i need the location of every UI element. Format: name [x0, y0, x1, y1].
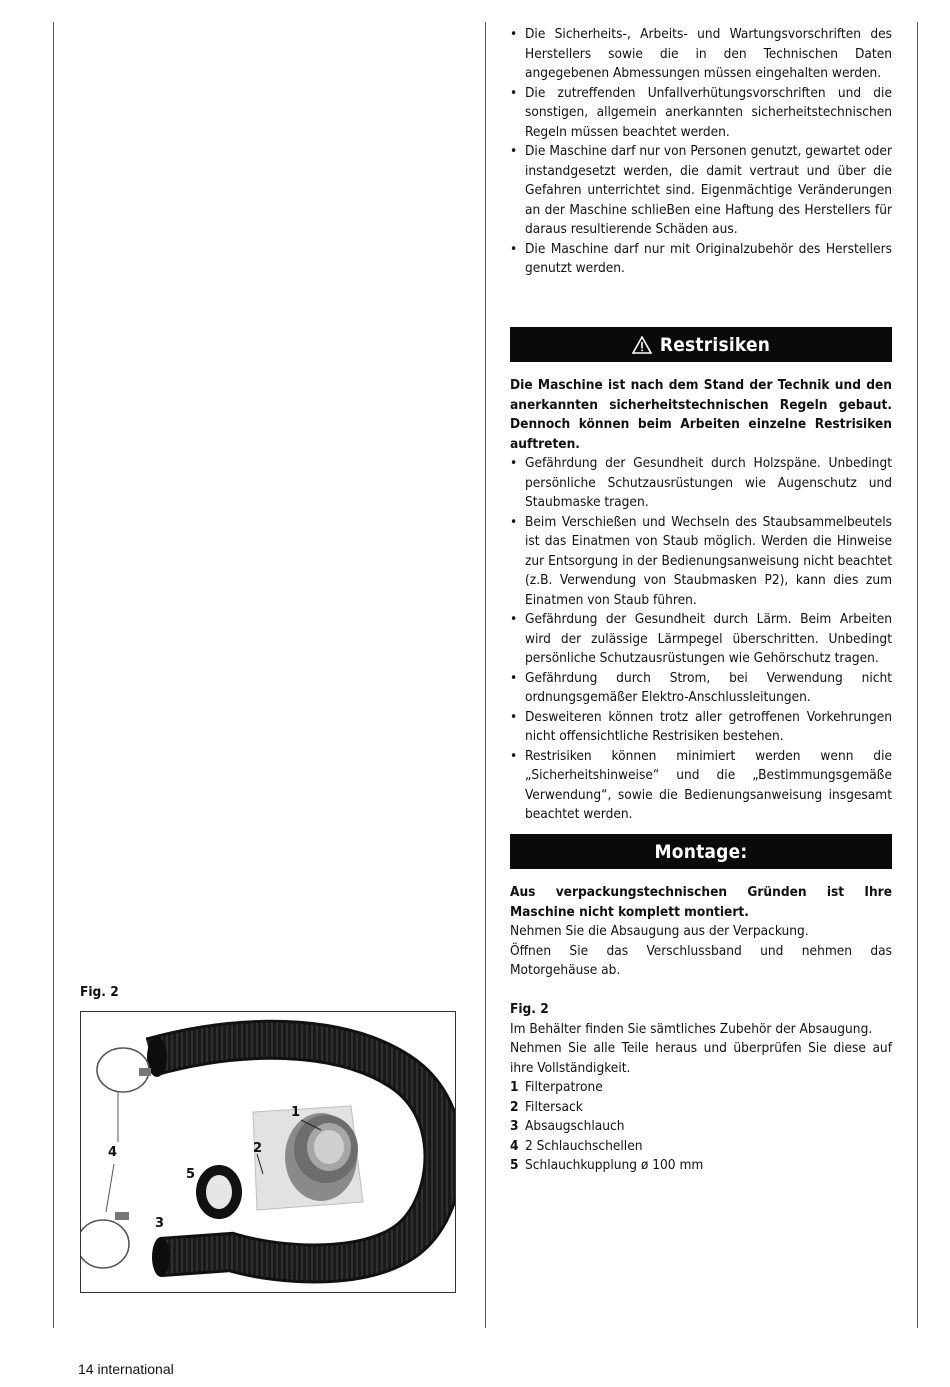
montage-heading-text: Montage:: [654, 840, 748, 863]
list-item: • Gefährdung der Gesundheit durch Lärm. Beim Arbeiten wird der zulässige Lärmpegel überschritten. Unbedingt persönliche Schutzausrüstungen wie Gehörschutz tragen.: [510, 610, 892, 669]
montage-paragraph: Nehmen Sie alle Teile heraus und überprüfen Sie diese auf ihre Vollständigkeit.: [510, 1040, 892, 1076]
montage-lead: Aus verpackungstechnischen Gründen ist Ihre Maschine nicht komplett montiert.: [510, 884, 892, 920]
callout-2: 2: [253, 1141, 263, 1156]
list-item: [510, 1078, 892, 1098]
hose-clamp-bottom: [81, 1220, 129, 1268]
warning-icon: [632, 336, 652, 354]
list-item: • Die zutreffenden Unfallverhütungsvorschriften und die sonstigen, allgemein anerkannten sicherheitstechnischen Regeln müssen beachtet werden.: [510, 84, 892, 143]
part-label: 2 Schlauchschellen: [525, 1137, 643, 1154]
column-rule-left: [53, 22, 54, 1328]
list-item: • Restrisiken können minimiert werden wenn die „Sicherheitshinweise“ und die „Bestimmungsgemäße Verwendung“, sowie die Bedienungsanweisung insgesamt beachtet werden.: [510, 747, 892, 825]
montage-fig-label: Fig. 2: [510, 1001, 549, 1017]
part-label: Filtersack: [525, 1098, 583, 1115]
list-item: • Die Maschine darf nur mit Originalzubehör des Herstellers genutzt werden.: [510, 240, 892, 279]
part-number: 5: [510, 1157, 519, 1173]
part-label: Filterpatrone: [525, 1079, 603, 1095]
list-item: • Gefährdung der Gesundheit durch Holzspäne. Unbedingt persönliche Schutzausrüstungen wie Augenschutz und Staubmaske tragen.: [510, 454, 892, 513]
safety-rules-section: [510, 25, 892, 279]
list-item: • Die Sicherheits-, Arbeits- und Wartungsvorschriften des Herstellers sowie die in den Technischen Daten angegebenen Abmessungen müssen eingehalten werden.: [510, 25, 892, 84]
parts-list: [510, 1078, 892, 1176]
restrisiken-list: [510, 454, 892, 825]
list-item: [510, 1117, 892, 1137]
part-number: 4: [510, 1137, 519, 1154]
restrisiken-section: [510, 376, 892, 825]
montage-heading: [510, 834, 892, 869]
montage-paragraph: Nehmen Sie die Absaugung aus der Verpackung.: [510, 923, 809, 939]
figure-2-photo: [80, 1011, 456, 1293]
callout-3: 3: [155, 1216, 165, 1231]
montage-paragraph: Im Behälter finden Sie sämtliches Zubehör der Absaugung.: [510, 1020, 873, 1037]
page-footer: 14 international: [78, 1361, 174, 1377]
restrisiken-lead: Die Maschine ist nach dem Stand der Technik und den anerkannten sicherheitstechnischen Regeln gebaut. Dennoch können beim Arbeiten einzelne Restrisiken auftreten.: [510, 377, 892, 452]
list-item: • Die Maschine darf nur von Personen genutzt, gewartet oder instandgesetzt werden, die damit vertraut und über die Gefahren unterrichtet sind. Eigenmächtige Veränderungen an der Maschine schlieBen eine Haftung des Herstellers für daraus resultierende Schäden aus.: [510, 142, 892, 240]
part-number: 1: [510, 1079, 519, 1095]
callout-1: 1: [291, 1105, 301, 1120]
part-label: Schlauchkupplung ø 100 mm: [525, 1157, 704, 1173]
list-item: [510, 1156, 892, 1176]
safety-rules-list: [510, 25, 892, 279]
callout-4: 4: [108, 1145, 118, 1160]
figure-label: Fig. 2: [80, 984, 119, 1000]
list-item: [510, 1098, 892, 1118]
part-number: 3: [510, 1118, 519, 1134]
part-number: 2: [510, 1098, 519, 1115]
montage-section: [510, 883, 892, 1176]
column-rule-right: [917, 22, 918, 1328]
list-item: • Beim Verschießen und Wechseln des Staubsammelbeutels ist das Einatmen von Staub möglich. Werden die Hinweise zur Entsorgung in der Bedienungsanweisung nicht beachtet (z.B. Verwendung von Staubmasken P2), kann dies zum Einatmen von Staub führen.: [510, 513, 892, 611]
accessories-illustration: [81, 1012, 456, 1293]
restrisiken-heading: [510, 327, 892, 362]
part-label: Absaugschlauch: [525, 1118, 625, 1134]
restrisiken-heading-text: Restrisiken: [659, 333, 771, 356]
column-rule-middle: [485, 22, 486, 1328]
list-item: • Desweiteren können trotz aller getroffenen Vorkehrungen nicht offensichtliche Restrisiken bestehen.: [510, 708, 892, 747]
callout-5: 5: [186, 1167, 196, 1182]
list-item: [510, 1137, 892, 1157]
montage-paragraph: Öffnen Sie das Verschlussband und nehmen das Motorgehäuse ab.: [510, 942, 892, 978]
list-item: • Gefährdung durch Strom, bei Verwendung nicht ordnungsgemäßer Elektro-Anschlussleitungen.: [510, 669, 892, 708]
